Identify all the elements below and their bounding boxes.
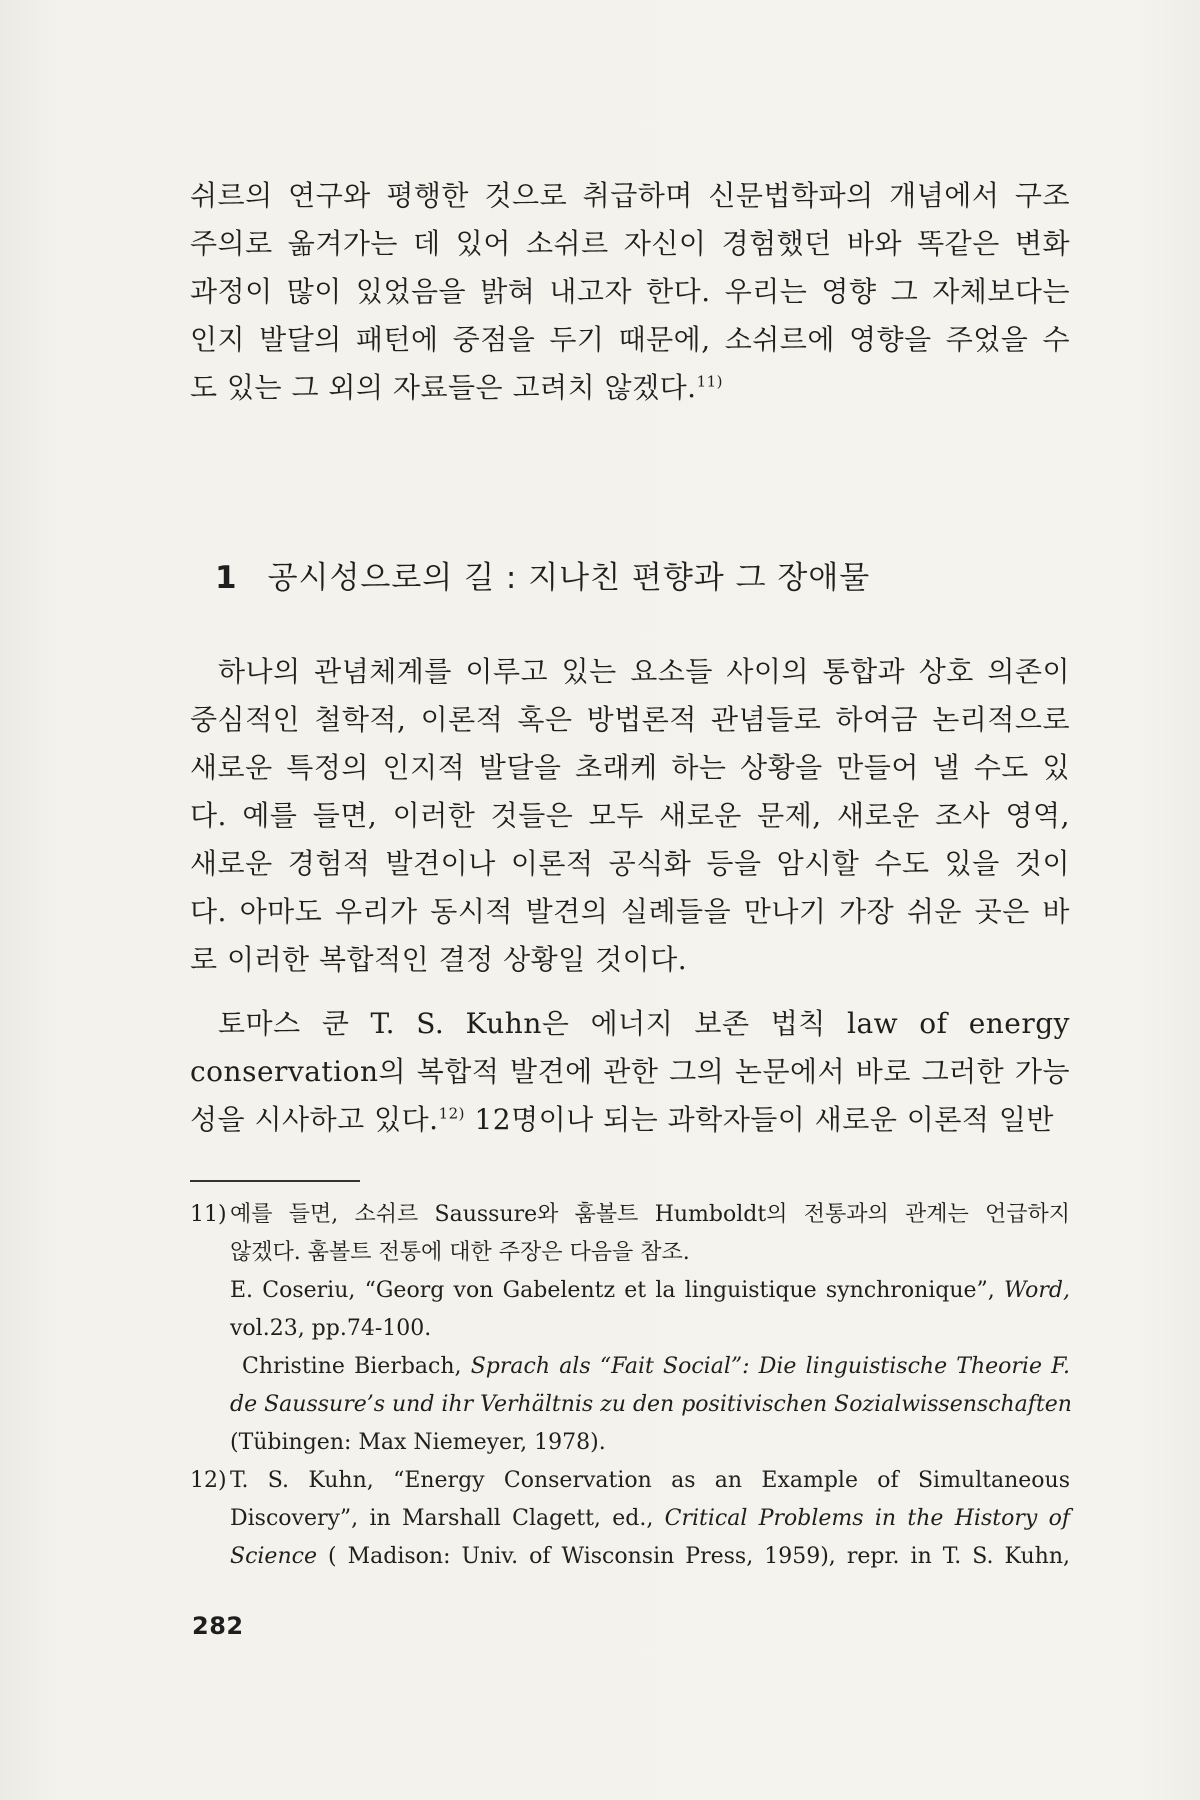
text-line: 새로운 특정의 인지적 발달을 초래케 하는 상황을 만들어 낼 수도 있 bbox=[190, 751, 1070, 784]
paragraph-continued bbox=[190, 172, 1070, 412]
section-title: 공시성으로의 길 : 지나친 편향과 그 장애물 bbox=[267, 560, 871, 596]
text-line: 과정이 많이 있었음을 밝혀 내고자 한다. 우리는 영향 그 자체보다는 bbox=[190, 275, 1070, 308]
paragraph-1 bbox=[190, 648, 1070, 984]
reference-author: Christine Bierbach, bbox=[242, 1354, 471, 1379]
footnote-divider bbox=[190, 1180, 360, 1182]
footnote-line bbox=[230, 1386, 1070, 1424]
text-line: 주의로 옮겨가는 데 있어 소쉬르 자신이 경험했던 바와 똑같은 변화 bbox=[190, 227, 1070, 260]
paragraph-text bbox=[190, 1000, 1070, 1144]
text-line: 새로운 경험적 발견이나 이론적 공식화 등을 암시할 수도 있을 것이 bbox=[190, 847, 1070, 880]
footnote-11 bbox=[190, 1196, 1070, 1462]
text-line: 중심적인 철학적, 이론적 혹은 방법론적 관념들로 하여금 논리적으로 bbox=[190, 703, 1070, 736]
book-title: Science bbox=[230, 1544, 317, 1569]
page-number: 282 bbox=[192, 1612, 244, 1640]
reference-text: Discovery”, in Marshall Clagett, ed., bbox=[230, 1506, 665, 1531]
footnotes bbox=[190, 1196, 1070, 1576]
footnote-number: 12) bbox=[190, 1468, 227, 1493]
text-line: 로 이러한 복합적인 결정 상황일 것이다. bbox=[190, 943, 688, 976]
text-line-content: 도 있는 그 외의 자료들은 고려치 않겠다. bbox=[190, 371, 697, 404]
book-title: Sprach als “Fait Social”: Die linguistische Theorie F. bbox=[470, 1354, 1070, 1379]
reference-text: ( Madison: Univ. of Wisconsin Press, 1959), repr. in T. S. Kuhn, bbox=[316, 1544, 1070, 1569]
footnote-line: 않겠다. 훔볼트 전통에 대한 주장은 다음을 참조. bbox=[230, 1240, 690, 1265]
footnote-ref-11[interactable]: 11) bbox=[696, 372, 724, 391]
text-line: 토마스 쿤 T. S. Kuhn은 에너지 보존 법칙 law of energy bbox=[218, 1007, 1070, 1040]
footnote-line: 예를 들면, 소쉬르 Saussure와 훔볼트 Humboldt의 전통과의 관계는 언급하지 bbox=[230, 1202, 1070, 1227]
footnote-line: (Tübingen: Max Niemeyer, 1978). bbox=[230, 1430, 606, 1455]
footnote-line bbox=[230, 1538, 1070, 1576]
text-line-content: 12명이나 되는 과학자들이 새로운 이론적 일반 bbox=[465, 1103, 1054, 1136]
text-line bbox=[190, 364, 1070, 412]
book-title: Critical Problems in the History of bbox=[664, 1506, 1070, 1531]
footnote-line bbox=[230, 1500, 1070, 1538]
text-line bbox=[190, 1096, 1070, 1144]
paragraph-text bbox=[190, 648, 1070, 984]
journal-title: Word, bbox=[1004, 1278, 1070, 1303]
text-line: 다. 예를 들면, 이러한 것들은 모두 새로운 문제, 새로운 조사 영역, bbox=[190, 799, 1070, 832]
footnote-number: 11) bbox=[190, 1202, 227, 1227]
text-line: conservation의 복합적 발견에 관한 그의 논문에서 바로 그러한 가능 bbox=[190, 1055, 1070, 1088]
text-line-content: 성을 시사하고 있다. bbox=[190, 1103, 439, 1136]
paragraph-text bbox=[190, 172, 1070, 412]
section-heading bbox=[215, 558, 1035, 598]
book-title: de Saussure’s und ihr Verhältnis zu den positivischen Sozialwissenschaften bbox=[230, 1392, 1072, 1417]
text-line: 쉬르의 연구와 평행한 것으로 취급하며 신문법학파의 개념에서 구조 bbox=[190, 179, 1070, 212]
footnote-line: vol.23, pp.74-100. bbox=[230, 1316, 432, 1341]
footnote-ref-12[interactable]: 12) bbox=[438, 1104, 466, 1123]
footnote-line: T. S. Kuhn, “Energy Conservation as an Example of Simultaneous bbox=[230, 1468, 1070, 1493]
footnote-line bbox=[230, 1272, 1070, 1310]
paragraph-2 bbox=[190, 1000, 1070, 1144]
footnote-line bbox=[230, 1348, 1070, 1386]
footnote-12 bbox=[190, 1462, 1070, 1576]
reference-text: E. Coseriu, “Georg von Gabelentz et la linguistique synchronique”, bbox=[230, 1278, 1005, 1303]
text-line: 인지 발달의 패턴에 중점을 두기 때문에, 소쉬르에 영향을 주었을 수 bbox=[190, 323, 1070, 356]
section-number: 1 bbox=[215, 560, 238, 596]
text-line: 다. 아마도 우리가 동시적 발견의 실례들을 만나기 가장 쉬운 곳은 바 bbox=[190, 895, 1070, 928]
text-line: 하나의 관념체계를 이루고 있는 요소들 사이의 통합과 상호 의존이 bbox=[218, 655, 1070, 688]
